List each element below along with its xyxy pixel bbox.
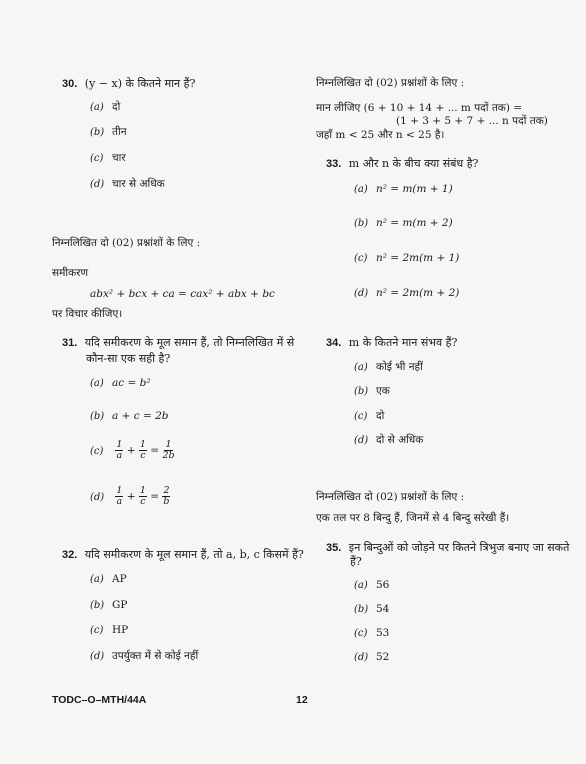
fraction: $\frac{1}{2b}$ — [162, 439, 175, 461]
question-30-number: 30. — [62, 78, 78, 90]
question-31-line1: यदि समीकरण के मूल समान हैं, तो निम्नलिखित में से — [84, 336, 295, 349]
consider-text: पर विचार कीजिए। — [52, 308, 123, 320]
option-34a[interactable]: (a) कोई भी नहीं — [354, 361, 423, 373]
option-30b[interactable]: (b) तीन — [90, 126, 127, 138]
question-33-number: 33. — [326, 158, 342, 170]
question-35-line2: हैं? — [350, 555, 362, 568]
equation-label: समीकरण — [52, 267, 89, 279]
option-32a[interactable]: (a) AP — [90, 573, 127, 585]
fraction: $\frac{1}{c}$ — [139, 485, 146, 507]
option-32b[interactable]: (b) GP — [90, 599, 128, 611]
option-35b[interactable]: (b) 54 — [354, 603, 390, 615]
question-34 — [326, 335, 457, 350]
let-statement-line1: मान लीजिए (6 + 10 + 14 + ... m पदों तक) = — [316, 102, 523, 114]
option-32d[interactable]: (d) उपर्युक्त में से कोई नहीं — [90, 650, 199, 662]
condition-text: जहाँ m < 25 और n < 25 है। — [316, 129, 445, 141]
option-33a[interactable]: (a) n² = m(m + 1) — [354, 183, 453, 195]
question-34-text: m के कितने मान संभव हैं? — [348, 336, 458, 349]
option-35c[interactable]: (c) 53 — [354, 627, 390, 639]
option-30c[interactable]: (c) चार — [90, 152, 126, 164]
question-32 — [62, 547, 304, 562]
option-34d[interactable]: (d) दो से अधिक — [354, 434, 424, 446]
question-33-text: m और n के बीच क्या संबंध है? — [348, 157, 479, 170]
option-33c[interactable]: (c) n² = 2m(m + 1) — [354, 252, 460, 264]
option-33b[interactable]: (b) n² = m(m + 2) — [354, 217, 453, 229]
fraction: $\frac{1}{c}$ — [139, 439, 146, 461]
question-30-text: (y − x) के कितने मान हैं? — [84, 77, 196, 90]
question-32-text: यदि समीकरण के मूल समान हैं, तो a, b, c किसमें हैं? — [84, 548, 304, 561]
question-34-number: 34. — [326, 337, 342, 349]
instruction-left: निम्नलिखित दो (02) प्रश्नांशों के लिए : — [52, 237, 201, 249]
option-35d[interactable]: (d) 52 — [354, 651, 390, 663]
option-31b[interactable]: (b) a + c = 2b — [90, 410, 169, 422]
option-35a[interactable]: (a) 56 — [354, 579, 390, 591]
points-statement: एक तल पर 8 बिन्दु हैं, जिनमें से 4 बिन्दु सरेखी हैं। — [316, 512, 510, 524]
fraction: $\frac{2}{b}$ — [163, 485, 170, 507]
question-33 — [326, 156, 478, 171]
question-32-number: 32. — [62, 549, 78, 561]
question-31-number: 31. — [62, 337, 78, 349]
question-31 — [62, 335, 294, 350]
page-number: 12 — [296, 694, 308, 706]
equation: abx² + bcx + ca = cax² + abx + bc — [90, 288, 275, 300]
option-30a[interactable]: (a) दो — [90, 101, 121, 113]
instruction-right-2: निम्नलिखित दो (02) प्रश्नांशों के लिए : — [316, 491, 465, 503]
question-35 — [326, 540, 569, 555]
option-30d[interactable]: (d) चार से अधिक — [90, 178, 165, 190]
question-35-line1: इन बिन्दुओं को जोड़ने पर कितने त्रिभुज बनाए जा सकते — [348, 541, 570, 554]
question-35-number: 35. — [326, 542, 342, 554]
option-31d[interactable]: (d) $\frac{1}{a}$ + $\frac{1}{c}$ = $\frac{2}{b}$ — [90, 485, 170, 507]
let-statement-line2: (1 + 3 + 5 + 7 + ... n पदों तक) — [396, 115, 548, 127]
option-31a[interactable]: (a) ac = b² — [90, 377, 151, 389]
option-34b[interactable]: (b) एक — [354, 385, 390, 397]
fraction: $\frac{1}{a}$ — [116, 485, 123, 507]
fraction: $\frac{1}{a}$ — [116, 439, 123, 461]
instruction-right-1: निम्नलिखित दो (02) प्रश्नांशों के लिए : — [316, 77, 465, 89]
option-31c[interactable]: (c) $\frac{1}{a}$ + $\frac{1}{c}$ = $\frac{1}{2b}$ — [90, 439, 175, 461]
option-32c[interactable]: (c) HP — [90, 624, 129, 636]
footer-code: TODC–O–MTH/44A — [52, 694, 147, 706]
question-30 — [62, 76, 195, 91]
option-34c[interactable]: (c) दो — [354, 410, 385, 422]
question-31-line2: कौन-सा एक सही है? — [86, 352, 171, 365]
option-33d[interactable]: (d) n² = 2m(m + 2) — [354, 287, 460, 299]
